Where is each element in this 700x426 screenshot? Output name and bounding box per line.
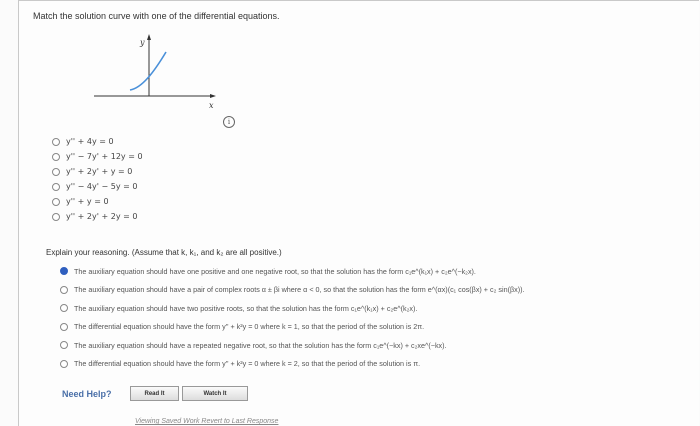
reasoning-option[interactable]	[60, 262, 524, 281]
radio-button[interactable]	[52, 153, 60, 161]
reasoning-label: The auxiliary equation should have two positive roots, so that the solution has the form c₁e^(k₁x) + c₂e^(k₂x).	[74, 303, 418, 313]
reasoning-label: The differential equation should have the form y'' + k²y = 0 where k = 2, so that the period of the solution is π.	[74, 359, 421, 369]
equation-option[interactable]	[52, 179, 143, 194]
reasoning-options	[60, 262, 524, 373]
equation-label: y'' − 4y' − 5y = 0	[66, 182, 138, 191]
radio-button[interactable]	[52, 168, 60, 176]
radio-button[interactable]	[52, 138, 60, 146]
radio-button[interactable]	[60, 286, 68, 294]
equation-label: y'' + 2y' + 2y = 0	[66, 212, 138, 221]
revert-link[interactable]: Viewing Saved Work Revert to Last Response	[135, 418, 279, 425]
need-help-label: Need Help?	[62, 389, 112, 399]
reasoning-option[interactable]	[60, 299, 524, 318]
reasoning-label: The auxiliary equation should have a pair of complex roots α ± βi where α < 0, so that the solution has the form e^(αx)(c₁ cos(βx) + c₂ sin(βx)).	[74, 285, 525, 295]
y-axis-label: y	[140, 38, 145, 47]
solution-curve	[130, 52, 166, 90]
equation-label: y'' + 2y' + y = 0	[66, 167, 133, 176]
reasoning-option[interactable]	[60, 355, 524, 374]
equation-label: y'' + 4y = 0	[66, 137, 114, 146]
equation-options	[52, 134, 143, 224]
equation-option[interactable]	[52, 209, 143, 224]
equation-option[interactable]	[52, 149, 143, 164]
solution-curve-graph	[86, 32, 226, 112]
radio-button[interactable]	[60, 323, 68, 331]
question-prompt: Match the solution curve with one of the differential equations.	[33, 11, 280, 21]
equation-label: y'' − 7y' + 12y = 0	[66, 152, 143, 161]
reasoning-option[interactable]	[60, 318, 524, 337]
read-it-button[interactable]: Read It	[130, 386, 179, 401]
radio-button-selected[interactable]	[60, 267, 68, 275]
radio-button[interactable]	[60, 304, 68, 312]
explain-prompt: Explain your reasoning. (Assume that k, k₁, and k₂ are all positive.)	[46, 248, 282, 257]
reasoning-label: The auxiliary equation should have a repeated negative root, so that the solution has the form c₁e^(−kx) + c₂xe^(−kx).	[74, 340, 447, 350]
radio-button[interactable]	[52, 213, 60, 221]
equation-option[interactable]	[52, 134, 143, 149]
equation-label: y'' + y = 0	[66, 197, 109, 206]
equation-option[interactable]	[52, 164, 143, 179]
reasoning-label: The auxiliary equation should have one positive and one negative root, so that the solution has the form c₁e^(k₁x) + c₂e^(−k₂x).	[74, 266, 476, 276]
reasoning-option[interactable]	[60, 281, 524, 300]
info-icon[interactable]: i	[223, 116, 235, 128]
radio-button[interactable]	[52, 183, 60, 191]
radio-button[interactable]	[52, 198, 60, 206]
radio-button[interactable]	[60, 360, 68, 368]
x-axis-arrow	[210, 94, 216, 98]
x-axis-label: x	[209, 101, 214, 110]
reasoning-label: The differential equation should have the form y'' + k²y = 0 where k = 1, so that the period of the solution is 2π.	[74, 322, 425, 332]
watch-it-button[interactable]: Watch It	[182, 386, 248, 401]
radio-button[interactable]	[60, 341, 68, 349]
equation-option[interactable]	[52, 194, 143, 209]
y-axis-arrow	[147, 34, 151, 40]
reasoning-option[interactable]	[60, 336, 524, 355]
